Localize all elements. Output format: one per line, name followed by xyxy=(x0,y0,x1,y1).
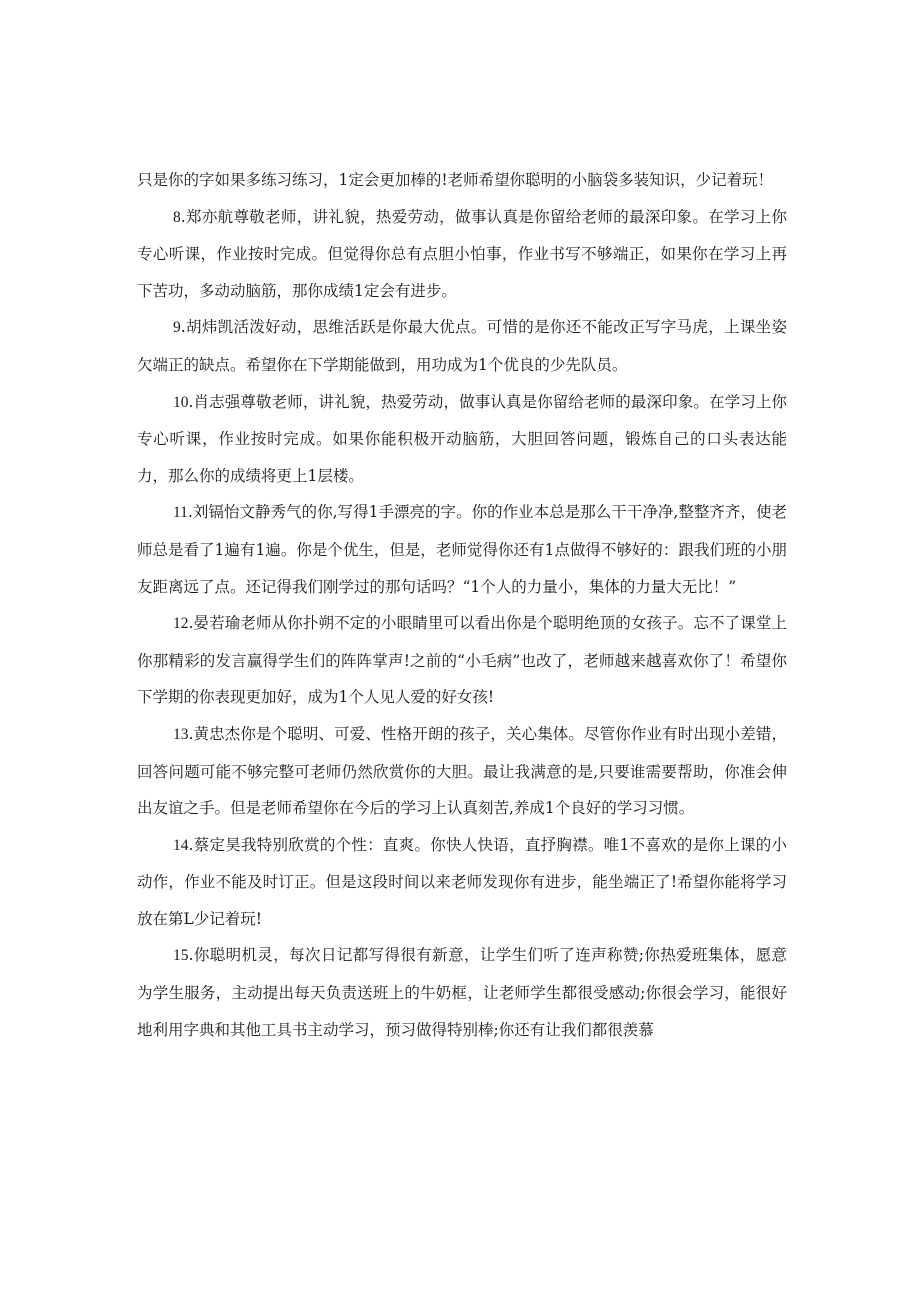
document-body xyxy=(137,162,787,1048)
paragraph-continued xyxy=(137,162,787,199)
paragraph-8 xyxy=(137,199,787,310)
paragraph-11 xyxy=(137,494,787,605)
paragraph-14 xyxy=(137,827,787,938)
paragraph-number: 15 xyxy=(173,947,189,965)
paragraph-12 xyxy=(137,605,787,716)
paragraph-text: .你聪明机灵，每次日记都写得很有新意，让学生们听了连声称赞;你热爱班集体，愿意为学生服务，主动提出每天负责送班上的牛奶框，让老师学生都很受感动;你很会学习，能很好地利用字典和其他工具书主动学习，预习做得特别棒;你还有让我们都很羡慕 xyxy=(137,946,787,1039)
paragraph-10 xyxy=(137,384,787,495)
paragraph-text: .晏若瑜老师从你扑朔不定的小眼睛里可以看出你是个聪明绝顶的女孩子。忘不了课堂上你那精彩的发言赢得学生们的阵阵掌声!之前的“小毛病”也改了，老师越来越喜欢你了！希望你下学期的你表现更加好，成为1个人见人爱的好女孩! xyxy=(137,614,787,707)
paragraph-9 xyxy=(137,309,787,383)
paragraph-text: .蔡定昊我特别欣赏的个性：直爽。你快人快语，直抒胸襟。唯1不喜欢的是你上课的小动作，作业不能及时订正。但是这段时间以来老师发现你有进步，能坐端正了!希望你能将学习放在第L少记着玩! xyxy=(137,835,787,928)
paragraph-13 xyxy=(137,716,787,827)
paragraph-text: .郑亦航尊敬老师，讲礼貌，热爱劳动，做事认真是你留给老师的最深印象。在学习上你专心听课，作业按时完成。但觉得你总有点胆小怕事，作业书写不够端正，如果你在学习上再下苦功，多动动脑筋，那你成绩1定会有进步。 xyxy=(137,207,787,300)
paragraph-number: 8 xyxy=(173,208,181,226)
paragraph-text: .胡炜凯活泼好动，思维活跃是你最大优点。可惜的是你还不能改正写字马虎，上课坐姿欠端正的缺点。希望你在下学期能做到，用功成为1个优良的少先队员。 xyxy=(137,318,787,374)
paragraph-15 xyxy=(137,937,787,1048)
paragraph-text: .刘镉怡文静秀气的你,写得1手漂亮的字。你的作业本总是那么干干净净,整整齐齐，使老师总是看了1遍有1遍。你是个优生，但是，老师觉得你还有1点做得不够好的：跟我们班的小朋友距离远了点。还记得我们刚学过的那句话吗？“1个人的力量小，集体的力量大无比！” xyxy=(137,503,787,596)
paragraph-number: 9 xyxy=(173,319,181,337)
paragraph-text: 只是你的字如果多练习练习，1定会更加棒的!老师希望你聪明的小脑袋多装知识，少记着玩！ xyxy=(137,171,774,189)
paragraph-number: 11 xyxy=(173,504,188,522)
paragraph-number: 14 xyxy=(173,836,189,854)
paragraph-number: 10 xyxy=(173,393,189,411)
paragraph-number: 12 xyxy=(173,615,189,633)
paragraph-text: .肖志强尊敬老师，讲礼貌，热爱劳动，做事认真是你留给老师的最深印象。在学习上你专心听课，作业按时完成。如果你能积极开动脑筋，大胆回答问题，锻炼自己的口头表达能力，那么你的成绩将更上1层楼。 xyxy=(137,392,787,485)
paragraph-text: .黄忠杰你是个聪明、可爱、性格开朗的孩子，关心集体。尽管你作业有时出现小差错，回答问题可能不够完整可老师仍然欣赏你的大胆。最让我满意的是,只要谁需要帮助，你准会伸出友谊之手。但是老师希望你在今后的学习上认真刻苦,养成1个良好的学习习惯。 xyxy=(137,724,787,818)
paragraph-number: 13 xyxy=(173,725,189,743)
